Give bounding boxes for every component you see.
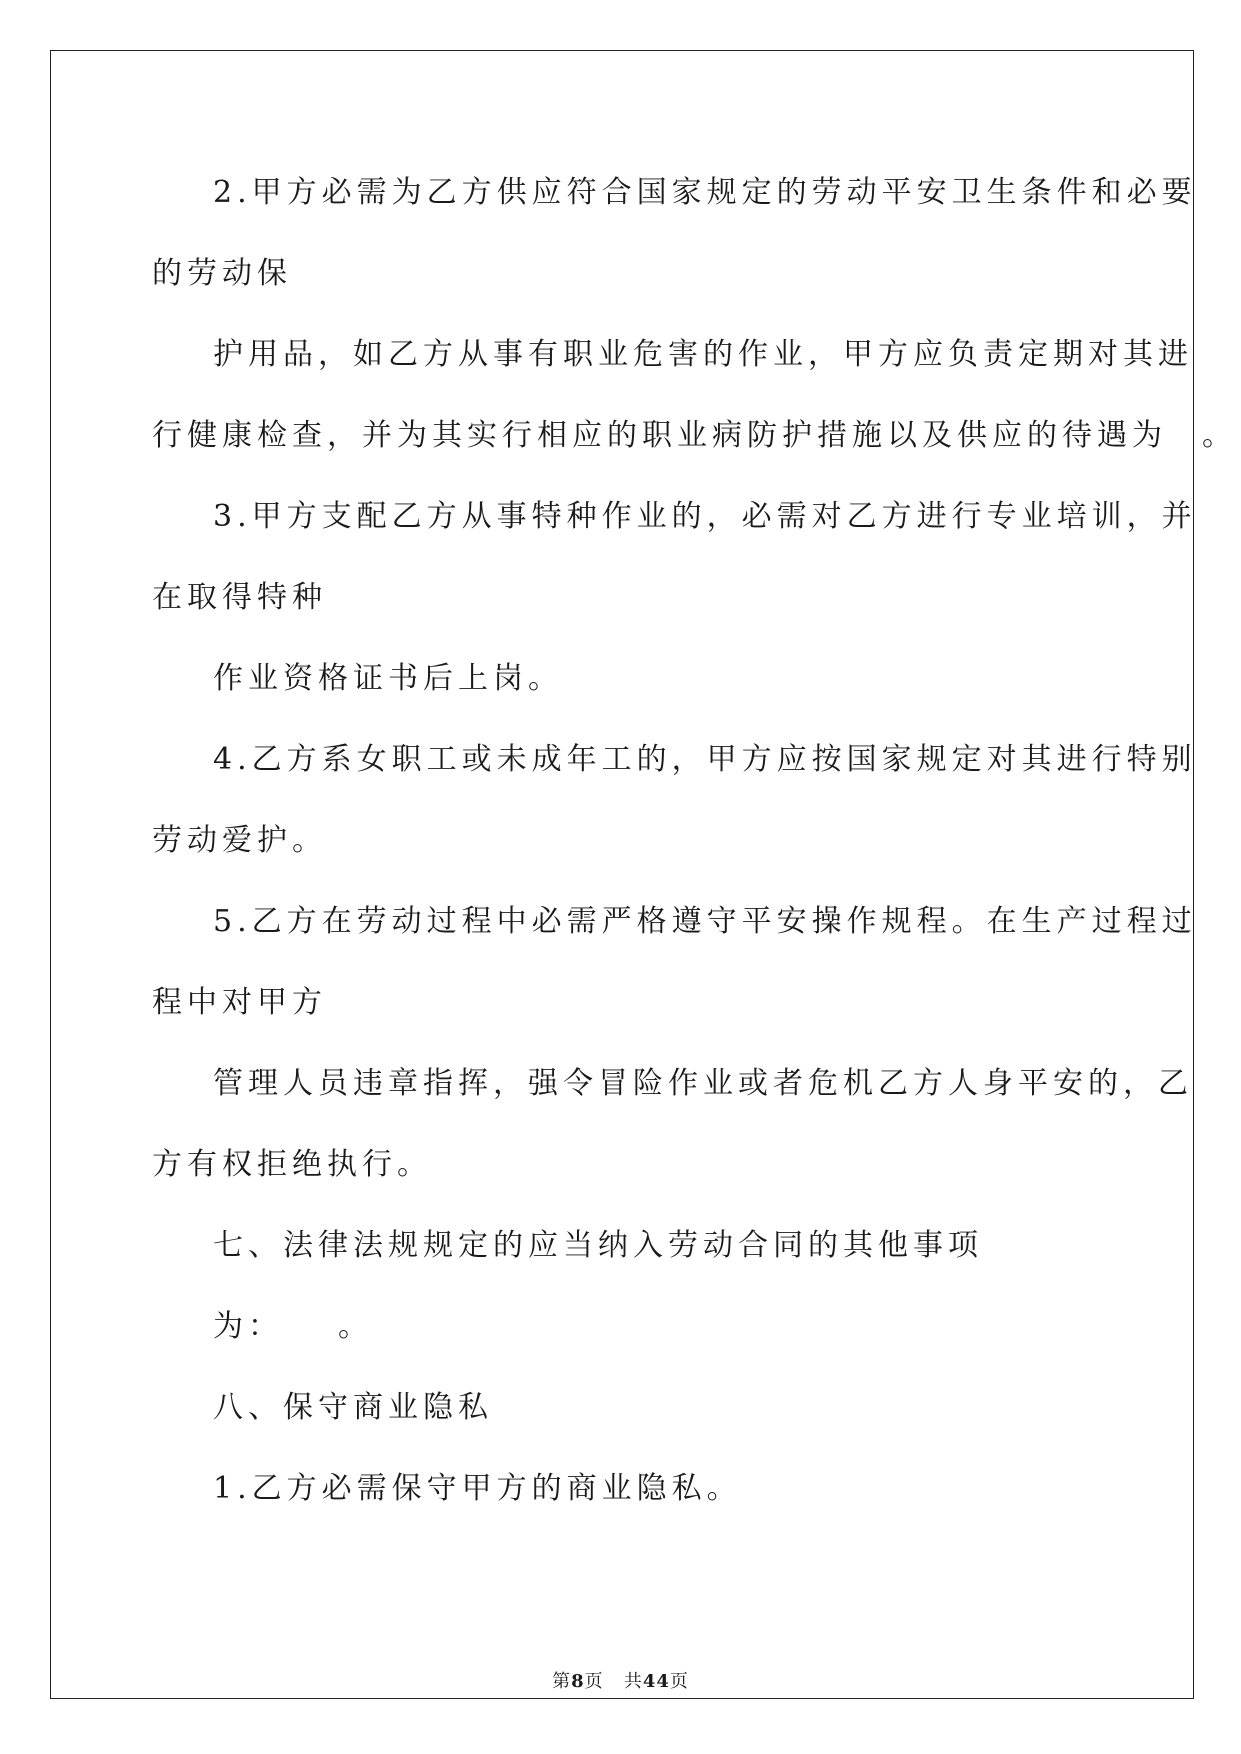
body-line: 2.甲方必需为乙方供应符合国家规定的劳动平安卫生条件和必要 [213, 175, 1197, 210]
body-line: 程中对甲方 [152, 985, 327, 1020]
current-page-number: 8 [571, 1671, 585, 1692]
section-heading: 八、保守商业隐私 [213, 1390, 493, 1425]
body-line: 劳动爱护。 [152, 823, 327, 858]
body-line: 为： 。 [213, 1309, 373, 1344]
body-line: 护用品，如乙方从事有职业危害的作业，甲方应负责定期对其进 [213, 337, 1193, 372]
footer-page-suffix: 页 [584, 1671, 604, 1692]
total-pages-number: 44 [642, 1671, 670, 1692]
body-line: 的劳动保 [152, 256, 292, 291]
footer-prefix: 第 [552, 1671, 572, 1692]
page-border [50, 50, 1194, 1699]
body-line: 3.甲方支配乙方从事特种作业的，必需对乙方进行专业培训，并 [213, 499, 1197, 534]
section-heading: 七、法律法规规定的应当纳入劳动合同的其他事项 [213, 1228, 983, 1263]
body-line: 方有权拒绝执行。 [152, 1147, 432, 1182]
body-line: 行健康检查，并为其实行相应的职业病防护措施以及供应的待遇为 。 [152, 418, 1237, 453]
body-line: 在取得特种 [152, 580, 327, 615]
footer-total-prefix: 共 [623, 1671, 643, 1692]
body-line: 4.乙方系女职工或未成年工的，甲方应按国家规定对其进行特别 [213, 742, 1197, 777]
body-line: 管理人员违章指挥，强令冒险作业或者危机乙方人身平安的，乙 [213, 1066, 1193, 1101]
body-line: 1.乙方必需保守甲方的商业隐私。 [213, 1471, 742, 1506]
page-footer [0, 1670, 1241, 1694]
body-line: 作业资格证书后上岗。 [213, 661, 563, 696]
body-line: 5.乙方在劳动过程中必需严格遵守平安操作规程。在生产过程过 [213, 904, 1197, 939]
footer-total-suffix: 页 [669, 1671, 689, 1692]
